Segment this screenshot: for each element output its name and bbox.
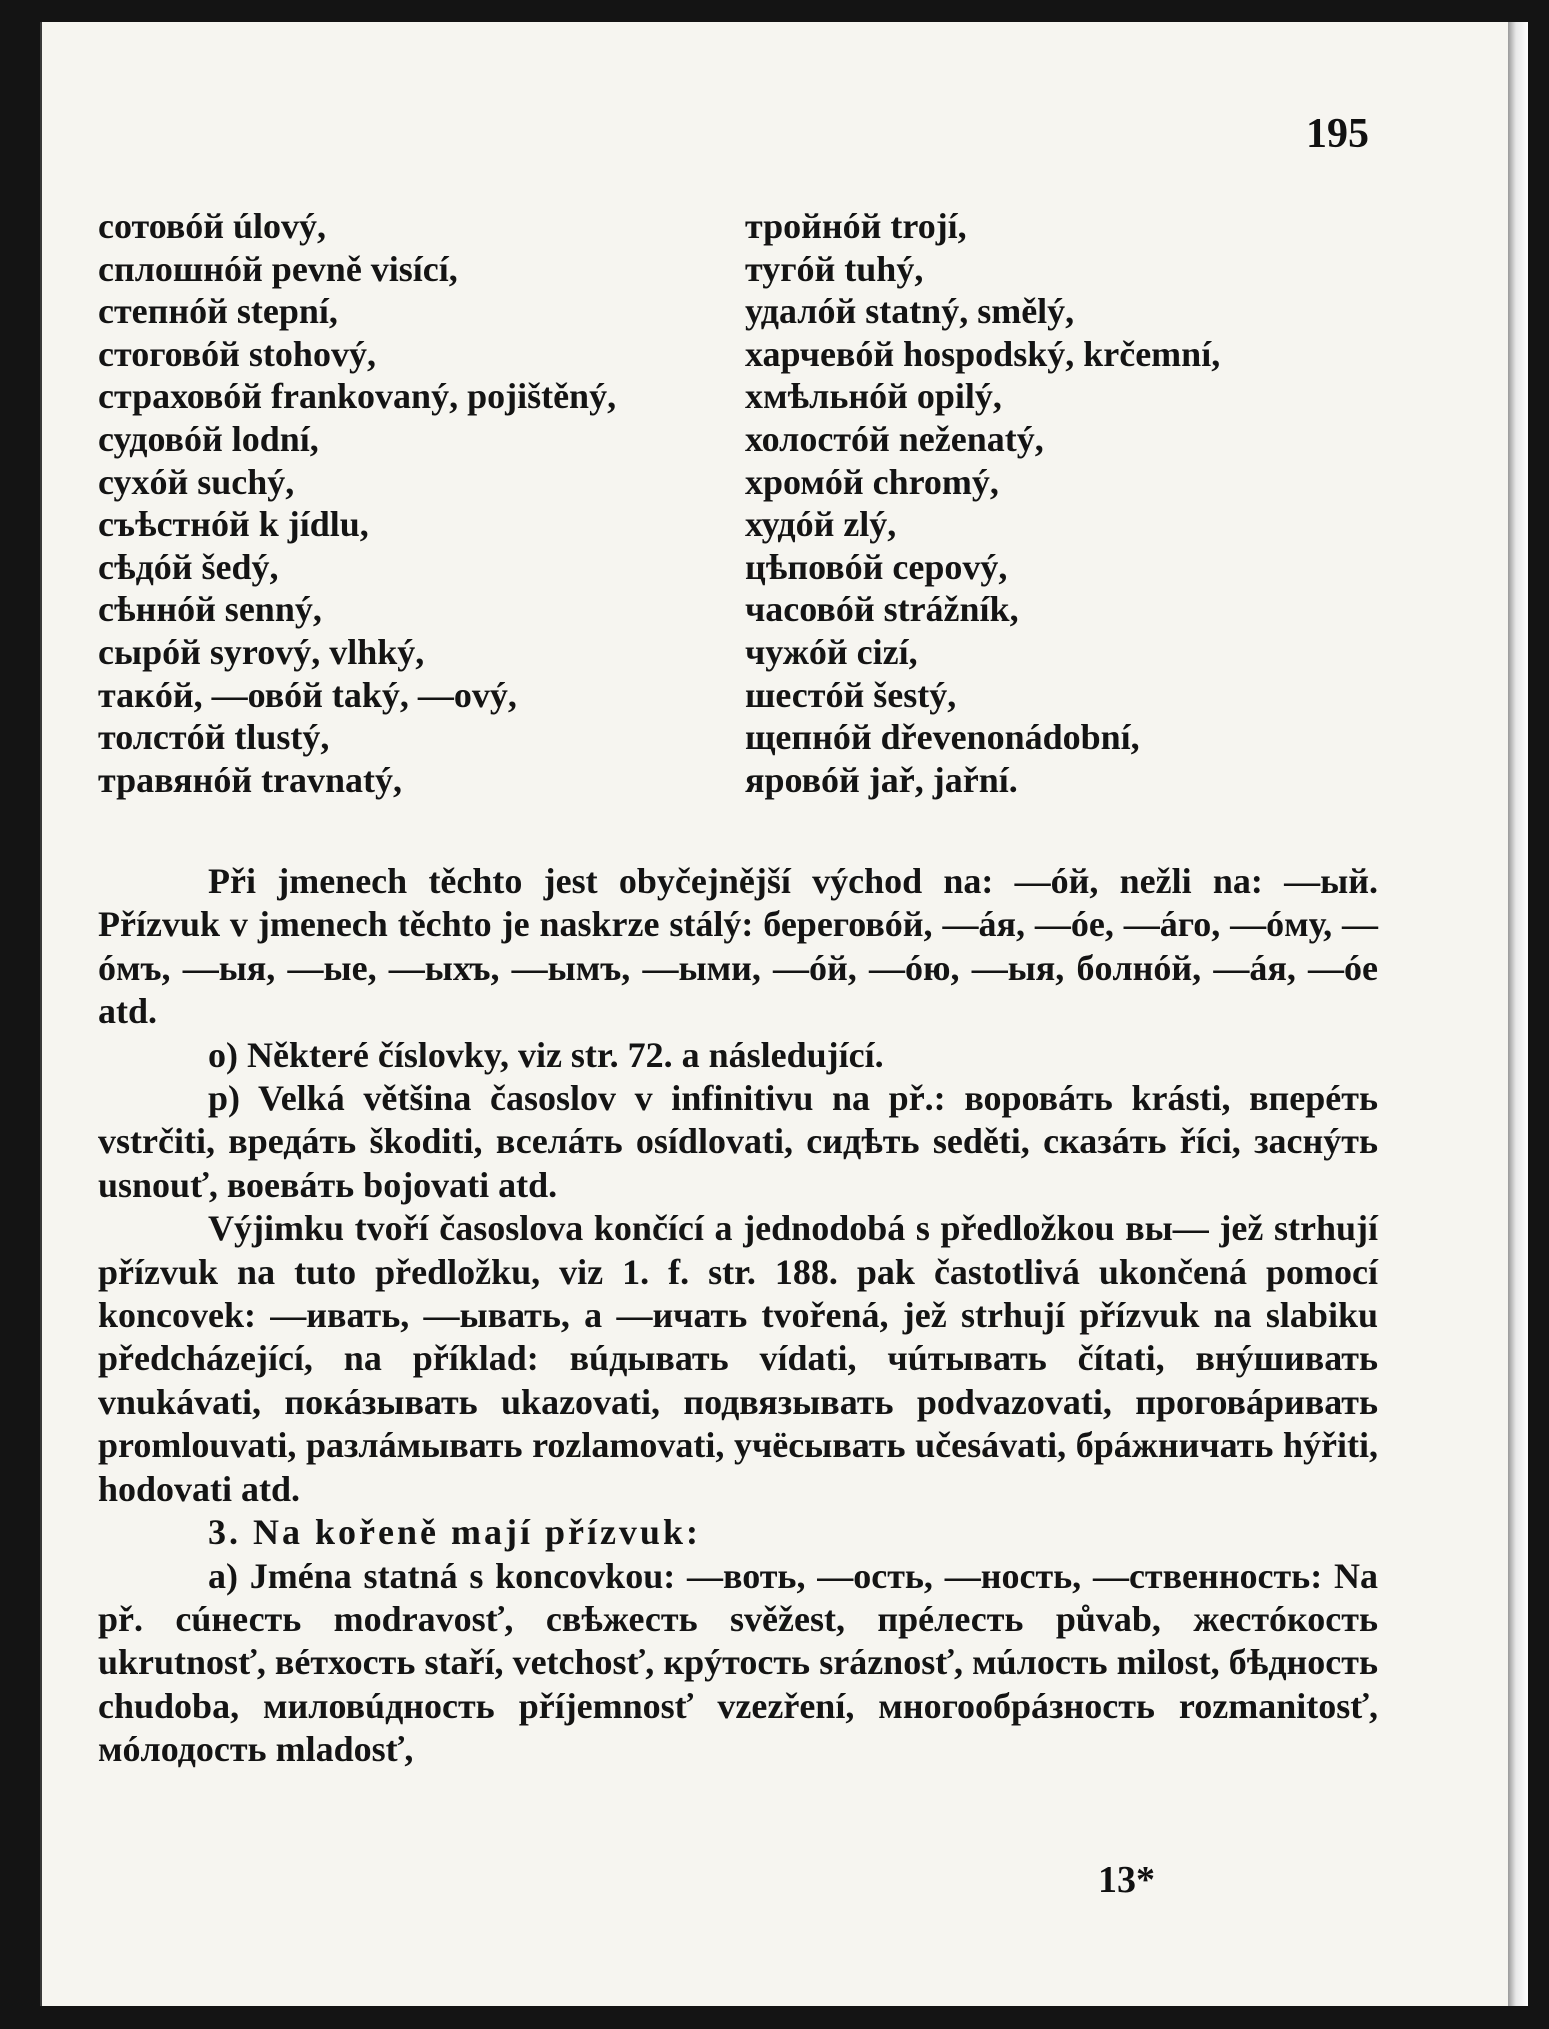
left-entry: судовóй lodní, — [98, 418, 319, 459]
page-number: 195 — [1306, 111, 1369, 157]
left-entry: такóй, —овóй taký, —ový, — [98, 674, 517, 715]
paragraph: Při jmenech těchto jest obyčejnější východ na: —óй, nežli na: —ый. Přízvuk v jmenech těchto je naskrze stálý: береговóй, —áя, —óе, —áго, —óму, —óмъ, —ыя, —ые, —ыхъ, —ымъ, —ыми, —óй, —óю, —ыя, бoлнóй, —áя, —óе atd. — [98, 861, 1378, 1032]
left-entry: сплошнóй pevně visící, — [98, 248, 458, 289]
left-entry: страховóй frankovaný, pojištěný, — [98, 376, 617, 417]
left-entry: съѣстнóй k jídlu, — [98, 504, 369, 545]
right-entry: харчевóй hospodský, krčemní, — [745, 333, 1221, 374]
section-heading: 3. Na kořeně mají přízvuk: — [208, 1512, 701, 1553]
page-edge-shadow — [1508, 22, 1528, 2006]
left-entry: сѣдóй šedý, — [98, 546, 279, 587]
left-entry: стоговóй stohový, — [98, 333, 376, 374]
right-entry: хромóй chromý, — [745, 461, 999, 502]
left-entry: травянóй travnatý, — [98, 759, 403, 800]
left-entry: сѣннóй senný, — [98, 589, 322, 630]
paragraph: Výjimku tvoří časoslova končící a jednodobá s předložkou вы— jež strhují přízvuk na tuto předložku, viz 1. f. str. 188. pak častotlivá ukončená pomocí koncovek: —ивать, —ывать, a —ичать tvořená, jež strhují přízvuk na slabiku předcházející, na příklad: вúдывать vídati, чúтывать čítati, внýшивать vnukávati, покáзывать ukazovati, подвязывать podvazovati, проговáривать promlouvati, разлáмывать rozlamovati, учёсывать učesávati, брáжничать hýřiti, hodovati atd. — [98, 1208, 1378, 1509]
signature-mark: 13* — [1098, 1859, 1155, 1901]
right-entry: яровóй jař, jařní. — [745, 759, 1018, 800]
paragraph: p) Velká většina časoslov v infinitivu na př.: воровáть krásti, вперéть vstrčiti, вредáть škoditi, всeлáть osídlovati, сидѣть seděti, сказáть říci, заснýть usnouť, воевáть bojovati atd. — [98, 1078, 1378, 1205]
right-entry: худóй zlý, — [745, 504, 897, 545]
body-text — [98, 860, 1378, 1772]
right-entry: часовóй strážník, — [745, 589, 1019, 630]
left-entry: сухóй suchý, — [98, 461, 295, 502]
right-entry: цѣповóй cepový, — [745, 546, 1008, 587]
right-entry: шестóй šestý, — [745, 674, 957, 715]
right-entry: хмѣльнóй opilý, — [745, 376, 1002, 417]
right-entry: холостóй neženatý, — [745, 418, 1044, 459]
right-entry: чужóй cizí, — [745, 631, 918, 672]
right-word-column — [745, 205, 1220, 801]
left-entry: сотовóй úlový, — [98, 206, 327, 246]
left-entry: толстóй tlustý, — [98, 717, 330, 758]
left-entry: сырóй syrový, vlhký, — [98, 631, 425, 672]
left-word-column — [98, 205, 616, 801]
right-entry: щепнóй dřevenonádobní, — [745, 717, 1140, 758]
right-entry: тройнóй trojí, — [745, 206, 967, 246]
paragraph: o) Některé číslovky, viz str. 72. a následující. — [208, 1034, 884, 1075]
left-entry: степнóй stepní, — [98, 291, 338, 332]
paragraph: a) Jména statná s koncovkou: —воть, —ость, —ность, —ственность: Na př. сúнесть modravosť, свѣжесть svěžest, прéлесть půvab, жестóкость ukrutnosť, вéтхость staří, vetchosť, крýтость sráznosť, мúлость milost, бѣдность chudoba, миловúдность příjemnosť vzezření, многообрáзность rozmanitosť, мóлодость mladosť, — [98, 1555, 1378, 1770]
right-entry: удалóй statný, smělý, — [745, 291, 1075, 332]
right-entry: тугóй tuhý, — [745, 248, 924, 289]
